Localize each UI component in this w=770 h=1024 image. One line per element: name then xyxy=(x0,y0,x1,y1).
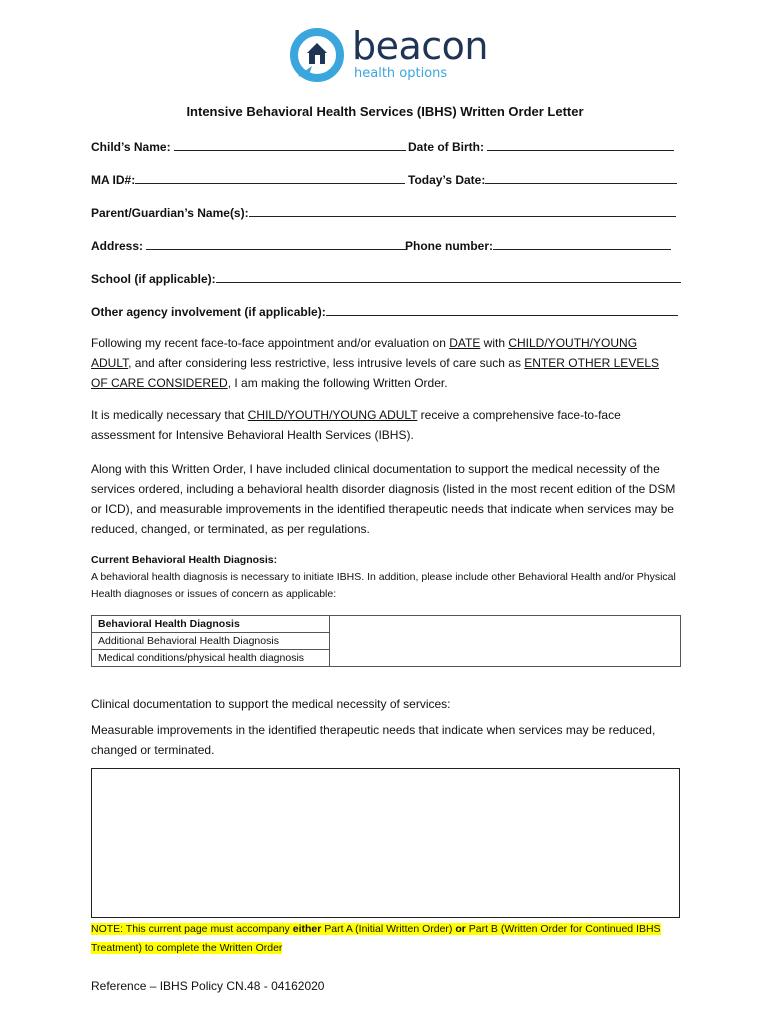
table-row xyxy=(92,616,681,633)
diagnosis-label: Medical conditions/physical health diagnosis xyxy=(92,650,330,667)
clinical-doc-text: Clinical documentation to support the medical necessity of services: xyxy=(91,697,451,711)
para1-text: with xyxy=(480,336,509,350)
page-title: Intensive Behavioral Health Services (IBHS) Written Order Letter xyxy=(186,104,584,119)
dob-label: Date of Birth: xyxy=(408,140,488,154)
field-other-agency xyxy=(91,303,678,319)
today-input[interactable] xyxy=(485,171,677,184)
diagnosis-entry-cell[interactable] xyxy=(330,616,681,667)
parent-label: Parent/Guardian’s Name(s): xyxy=(91,206,249,220)
field-ma-id xyxy=(91,171,405,187)
note-text: Part B (Written Order for Continued IBHS Treatment) to complete the Written Order xyxy=(91,923,661,954)
measurable-text: Measurable improvements in the identified therapeutic needs that indicate when services may be reduced, changed or terminated. xyxy=(91,723,656,757)
diagnosis-label: Behavioral Health Diagnosis xyxy=(92,616,330,633)
school-label: School (if applicable): xyxy=(91,272,216,286)
child-placeholder: ADULT xyxy=(91,356,129,370)
paragraph-medical-necessity xyxy=(91,405,681,445)
logo-tagline: health options xyxy=(354,66,448,81)
address-label: Address: xyxy=(91,239,147,253)
reference-footer: Reference – IBHS Policy CN.48 - 04162020 xyxy=(91,979,325,993)
child-placeholder: CHILD/YOUTH/YOUNG ADULT xyxy=(247,408,418,422)
parent-input[interactable] xyxy=(249,204,676,217)
address-input[interactable] xyxy=(146,237,406,250)
field-phone xyxy=(405,237,671,253)
paragraph-documentation: Along with this Written Order, I have included clinical documentation to support the medical necessity of the services ordered, including a behavioral health disorder diagnosis (listed in the most recent edition of the DSM or ICD), and measurable improvements in the identified therapeutic needs that indicate when services may be reduced, changed, or terminated, as per regulations. xyxy=(91,462,676,536)
phone-input[interactable] xyxy=(493,237,671,250)
diagnosis-text: A behavioral health diagnosis is necessary to initiate IBHS. In addition, please include other Behavioral Health and/or Physical Health diagnoses or issues of concern as applicable: xyxy=(91,571,676,600)
field-parent xyxy=(91,204,676,220)
school-input[interactable] xyxy=(216,270,681,283)
dob-input[interactable] xyxy=(487,138,674,151)
field-child-name xyxy=(91,138,406,154)
ma-id-input[interactable] xyxy=(135,171,405,184)
field-address xyxy=(91,237,406,253)
child-name-input[interactable] xyxy=(174,138,406,151)
diagnosis-label: Additional Behavioral Health Diagnosis xyxy=(92,633,330,650)
field-school xyxy=(91,270,681,286)
diagnosis-section xyxy=(91,552,681,603)
phone-label: Phone number: xyxy=(405,239,494,253)
field-today xyxy=(408,171,677,187)
measurable-entry-box[interactable] xyxy=(91,768,680,918)
levels-placeholder: OF CARE CONSIDERED xyxy=(91,376,228,390)
para1-text: Following my recent face-to-face appointment and/or evaluation on xyxy=(91,336,450,350)
ma-id-label: MA ID#: xyxy=(91,173,136,187)
note xyxy=(91,920,681,958)
other-agency-input[interactable] xyxy=(326,303,678,316)
today-label: Today’s Date: xyxy=(408,173,486,187)
note-text: NOTE: This current page must accompany xyxy=(91,923,293,935)
logo-name: beacon xyxy=(352,24,489,68)
para2-text: receive a comprehensive face-to-face assessment for Intensive Behavioral Health Services (IBHS). xyxy=(91,408,621,442)
date-placeholder: DATE xyxy=(449,336,481,350)
note-text: Part A (Initial Written Order) xyxy=(321,923,456,935)
diagnosis-heading: Current Behavioral Health Diagnosis: xyxy=(91,554,278,566)
diagnosis-table xyxy=(91,615,681,667)
levels-placeholder: ENTER OTHER LEVELS xyxy=(524,356,659,370)
child-placeholder: CHILD/YOUTH/YOUNG xyxy=(508,336,638,350)
beacon-logo-icon xyxy=(288,26,346,84)
para1-text: , I am making the following Written Order. xyxy=(227,376,448,390)
paragraph-order xyxy=(91,333,681,393)
other-agency-label: Other agency involvement (if applicable): xyxy=(91,305,326,319)
para1-text: , and after considering less restrictive, less intrusive levels of care such as xyxy=(128,356,525,370)
note-either: either xyxy=(292,923,322,935)
child-name-label: Child’s Name: xyxy=(91,140,174,154)
beacon-logo xyxy=(288,26,488,86)
para2-text: It is medically necessary that xyxy=(91,408,248,422)
field-dob xyxy=(408,138,674,154)
note-or: or xyxy=(455,923,466,935)
